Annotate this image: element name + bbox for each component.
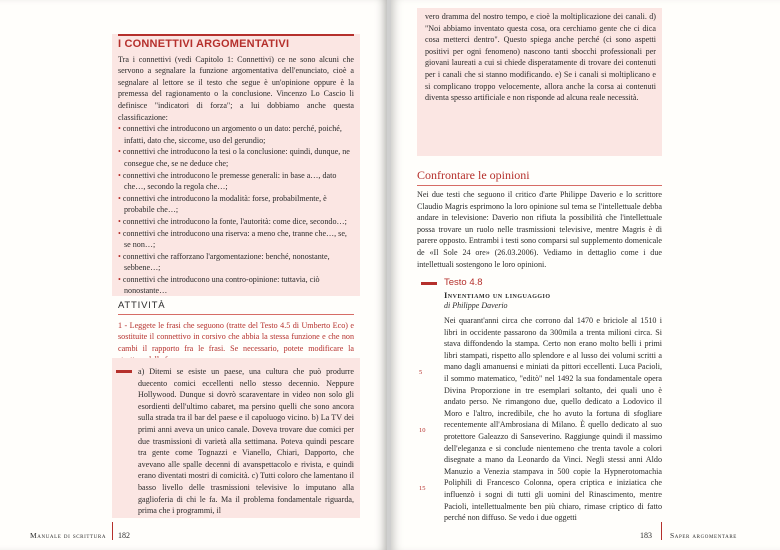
list-item: • connettivi che introducono una contro-opinione: tuttavia, ciò nonostante…	[118, 274, 320, 296]
section-title: Confrontare le opinioni	[417, 168, 662, 186]
list-item: • connettivi che introducono le premesse generali: in base a…, dato che…, secondo la regola che…;	[118, 170, 337, 192]
section-intro: Nei due testi che seguono il critico d'arte Philippe Daverio e lo scrittore Claudio Magris esprimono la loro opinione sul tema se l'intellettuale debba andare in televisione: Daverio non rifiuta la possibilità che l'intellettuale possa trovare un ruolo nelle trasmissioni televisive, mentre Magris è di parere opposto. Entrambi i testi sono comparsi sul supplemento domenicale de «Il Sole 24 ore» (26.03.2006). Vediamo in dettaglio come i due intellettuali sostengono le loro opinioni.	[417, 190, 663, 269]
footer-title: Manuale di scrittura	[30, 531, 107, 540]
exercise-continued-text: vero dramma del nostro tempo, e cioè la moltiplicazione dei canali. d) "Noi abbiamo inventato questa cosa, ora cerchiamo gente che ci dica cosa metterci dentro". Questo spiega anche perché (ci sono aspetti positivi per ogni fenomeno) nascono tanti sbocchi professionali per giovani laureati a cui si chiede disperatamente di trovare dei contenuti per i canali che si stanno modificando. e) Se i canali si moltiplicano e si complicano troppo velocemente, allora anche la corsa ai contenuti diventa spesso artificiale e non risponde ad alcuna reale necessità.	[425, 12, 656, 103]
box-intro: Tra i connettivi (vedi Capitolo 1: Connettivi) ce ne sono alcuni che servono a segnalare la funzione argomentativa dell'enunciato, cioè a segnalare al lettore se il testo che segue è un'opinione oppure è la premessa del ragionamento o la conclusione. Vincenzo Lo Cascio li definisce "indicatori di forza"; a lui dobbiamo anche questa classificazione:	[118, 54, 354, 122]
list-item: • connettivi che introducono una riserva: a meno che, tranne che…, se, se non…;	[118, 228, 347, 250]
attivita-section	[112, 296, 360, 366]
exercise-marker	[116, 370, 132, 373]
testo-body: Nei quarant'anni circa che corrono dal 1470 e briciole al 1510 i libri in occidente passarono da 300mila a trenta milioni circa. Si stava diffondendo la stampa. Certo non erano molto belli i primi libri stampati, rispetto allo splendore e al lusso dei volumi scritti a mano dagli amanuensi e miniati da pittori eccellenti. Luca Pacioli, il sommo matematico, "editò" nel 1492 la sua fondamentale opera Divina Proporzione in tre esemplari soltanto, dei quali uno è andato perso. Ne rimangono due, quello dedicato a Lodovico il Moro e l'altro, incredibile, che ho avuto la fortuna di sfogliare recentemente all'Ambrosiana di Milano. È quello dedicato al suo protettore Galeazzo di Sanseverino. Raggiunge quindi il massimo dell'eleganza e si conclude nientemeno che trenta tavole a colori disegnate a mano da Leonardo da Vinci. Negli stessi anni Aldo Manuzio a Venezia stampava in 500 copie la Hypnerotomachia Poliphili di Francesco Colonna, opera criptica e iniziatica che influenzò i sogni di tutti gli uomini del Rinascimento, mentre Pacioli, intellettualmente ben più chiaro, rimase criptico di fatto perché non diffuso. Se vedo i due oggetti	[444, 316, 662, 523]
footer-rule	[112, 522, 113, 540]
right-page	[391, 0, 780, 550]
list-item: • connettivi che introducono la fonte, l'autorità: come dice, secondo…;	[118, 216, 347, 226]
list-item: • connettivi che introducono un argomento o un dato: perché, poiché, infatti, dato che, siccome, uso del gerundio;	[118, 124, 342, 145]
page-number: 183	[640, 531, 652, 540]
footer-rule	[661, 522, 662, 540]
testo-label: Testo 4.8	[444, 277, 483, 288]
testo-author: di Philippe Daverio	[444, 301, 508, 310]
exercise-box	[112, 358, 360, 518]
left-page	[0, 0, 387, 550]
connettivi-list	[118, 123, 354, 297]
list-item: • connettivi che rafforzano l'argomentazione: benché, nonostante, sebbene…;	[118, 251, 330, 273]
line-number: 5	[419, 369, 423, 376]
line-number: 15	[419, 485, 426, 492]
page-number: 182	[118, 531, 130, 540]
attivita-heading: ATTIVITÀ	[118, 296, 354, 315]
list-item: • connettivi che introducono la tesi o la conclusione: quindi, dunque, ne consegue che, se ne deduce che;	[118, 147, 350, 168]
line-number: 10	[419, 427, 426, 434]
footer-title: Saper argomentare	[670, 531, 737, 540]
testo-title: Inventiamo un linguaggio	[444, 290, 551, 300]
box-title: I CONNETTIVI ARGOMENTATIVI	[118, 34, 354, 51]
list-item: • connettivi che introducono la modalità: forse, probabilmente, è probabile che…;	[118, 193, 327, 215]
attivita-instructions: 1 - Leggete le frasi che seguono (tratte del Testo 4.5 di Umberto Eco) e sostituite il connettivo in corsivo che abbia la stessa funzione e che non cambi il rapporto fra le frasi. Se necessario, potete modificare la	[118, 320, 354, 353]
testo-marker	[421, 282, 437, 285]
exercise-text: a) Ditemi se esiste un paese, una cultura che può produrre duecento comici eccellenti nello stesso decennio. Neppure Hollywood. Dunque si dovrò scaraventare in video non solo gli esordienti dell'ultimo cabaret, ma persino quelli che sono ancora sulla strada tra il bar del paese e il capoluogo vicino. b) La TV dei primi anni aveva un unico canale. Doveva trovare due comici per due trasmissioni di varietà alla settimana. Poteva quindi pescare tra gente come Tognazzi e Vianello, Chiari, Dapporto, che avevano alle spalle decenni di avanspettacolo e rivista, e quindi erano diventati mostri di comicità. c) Tutti coloro che lamentano il basso livello delle trasmissioni televisive lo imputano alla gaglioferia di chi le fa. Ma il problema fondamentale riguarda, prima che i programmi, il	[138, 367, 354, 516]
exercise-box-continued	[417, 8, 662, 156]
connettivi-box	[112, 34, 360, 296]
